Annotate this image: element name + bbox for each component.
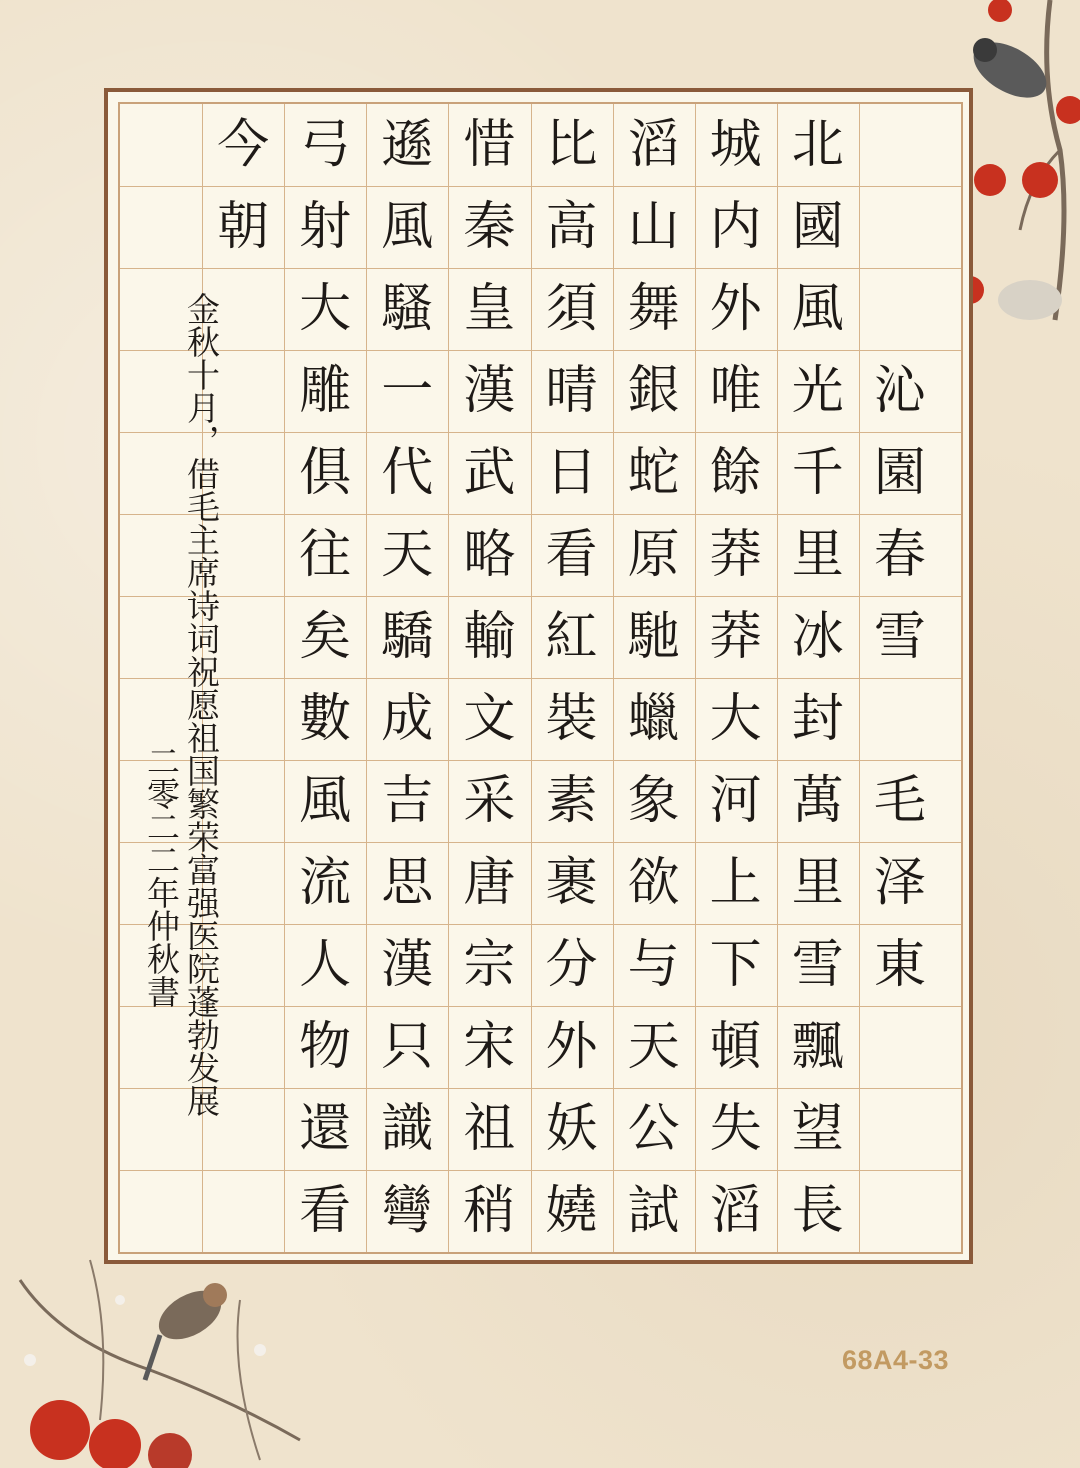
calligraphy-character: 欲 [627,853,680,913]
text-column [859,104,941,1252]
inscription-date: 二零二二年仲秋書 [142,744,181,1008]
text-column [366,104,448,1252]
calligraphy-character: 采 [463,771,516,831]
calligraphy-character: 光 [791,361,844,421]
calligraphy-character [859,268,941,350]
calligraphy-character: 今 [217,115,270,175]
inscription-text: 金秋十月，借毛主席诗词祝愿祖国繁荣富强医院蓬勃发展 [182,292,221,1117]
calligraphy-character: 試 [627,1181,680,1241]
calligraphy-character: 外 [709,279,762,339]
calligraphy-character: 風 [381,197,434,257]
calligraphy-character: 飄 [791,1017,844,1077]
calligraphy-character: 識 [381,1099,434,1159]
calligraphy-character [202,1170,284,1252]
calligraphy-character: 流 [299,853,352,913]
calligraphy-character: 蠟 [627,689,680,749]
calligraphy-character: 下 [709,935,762,995]
calligraphy-character: 象 [627,771,680,831]
calligraphy-character: 稍 [463,1181,516,1241]
calligraphy-character: 天 [627,1017,680,1077]
text-column [777,104,859,1252]
calligraphy-character: 數 [299,689,352,749]
calligraphy-character: 弓 [299,115,352,175]
calligraphy-character: 射 [299,197,352,257]
calligraphy-character: 俱 [299,443,352,503]
calligraphy-character: 雕 [299,361,352,421]
calligraphy-character: 妖 [545,1099,598,1159]
calligraphy-character: 天 [381,525,434,585]
calligraphy-character: 山 [627,197,680,257]
calligraphy-character: 還 [299,1099,352,1159]
calligraphy-character: 只 [381,1017,434,1077]
calligraphy-character: 与 [627,935,680,995]
calligraphy-character: 頓 [709,1017,762,1077]
calligraphy-character: 沁 [873,361,926,421]
calligraphy-character: 素 [545,771,598,831]
calligraphy-character: 武 [463,443,516,503]
calligraphy-character: 公 [627,1099,680,1159]
calligraphy-character: 毛 [873,771,926,831]
calligraphy-paper [104,88,973,1264]
calligraphy-character: 吉 [381,771,434,831]
calligraphy-character: 上 [709,853,762,913]
calligraphy-character: 代 [381,443,434,503]
calligraphy-character: 祖 [463,1099,516,1159]
calligraphy-character: 物 [299,1017,352,1077]
calligraphy-character: 園 [873,443,926,503]
text-column [448,104,530,1252]
calligraphy-character: 高 [545,197,598,257]
calligraphy-character: 晴 [545,361,598,421]
calligraphy-character: 雪 [873,607,926,667]
calligraphy-character: 略 [463,525,516,585]
calligraphy-character: 長 [791,1181,844,1241]
text-column [695,104,777,1252]
calligraphy-character: 蛇 [627,443,680,503]
calligraphy-character: 一 [381,361,434,421]
calligraphy-character: 文 [463,689,516,749]
calligraphy-character: 千 [791,443,844,503]
calligraphy-character: 往 [299,525,352,585]
calligraphy-character: 滔 [627,115,680,175]
calligraphy-character: 彎 [381,1181,434,1241]
calligraphy-character: 雪 [791,935,844,995]
calligraphy-character: 封 [791,689,844,749]
calligraphy-character: 望 [791,1099,844,1159]
calligraphy-character: 成 [381,689,434,749]
calligraphy-character: 馳 [627,607,680,667]
calligraphy-character: 遜 [381,115,434,175]
calligraphy-character: 日 [545,443,598,503]
calligraphy-character: 矣 [299,607,352,667]
calligraphy-character: 唐 [463,853,516,913]
calligraphy-character: 裝 [545,689,598,749]
bird-branch-decoration-bottom [0,1240,380,1468]
calligraphy-character: 漢 [463,361,516,421]
calligraphy-character: 莽 [709,525,762,585]
calligraphy-character: 滔 [709,1181,762,1241]
calligraphy-character: 皇 [463,279,516,339]
calligraphy-character: 里 [791,853,844,913]
calligraphy-character: 嬈 [545,1181,598,1241]
calligraphy-character: 裹 [545,853,598,913]
text-column [531,104,613,1252]
calligraphy-character: 春 [873,525,926,585]
calligraphy-character: 驕 [381,607,434,667]
calligraphy-character: 萬 [791,771,844,831]
calligraphy-character: 餘 [709,443,762,503]
calligraphy-character: 秦 [463,197,516,257]
calligraphy-character: 人 [299,935,352,995]
calligraphy-character: 里 [791,525,844,585]
calligraphy-character: 漢 [381,935,434,995]
calligraphy-character: 大 [299,279,352,339]
calligraphy-character: 大 [709,689,762,749]
calligraphy-character: 泽 [873,853,926,913]
calligraphy-character: 内 [709,197,762,257]
calligraphy-character: 原 [627,525,680,585]
calligraphy-character: 宋 [463,1017,516,1077]
calligraphy-character: 唯 [709,361,762,421]
calligraphy-character: 須 [545,279,598,339]
calligraphy-character: 輸 [463,607,516,667]
calligraphy-character: 朝 [217,197,270,257]
calligraphy-character [859,186,941,268]
calligraphy-character: 紅 [545,607,598,667]
calligraphy-character: 北 [791,115,844,175]
text-column [284,104,366,1252]
calligraphy-character: 河 [709,771,762,831]
calligraphy-character: 風 [791,279,844,339]
calligraphy-character: 東 [873,935,926,995]
calligraphy-character: 看 [545,525,598,585]
calligraphy-character: 銀 [627,361,680,421]
calligraphy-character [859,1170,941,1252]
calligraphy-character [859,1088,941,1170]
writing-grid [118,102,963,1254]
calligraphy-character: 分 [545,935,598,995]
calligraphy-character: 冰 [791,607,844,667]
calligraphy-character [859,678,941,760]
calligraphy-character: 騷 [381,279,434,339]
calligraphy-character: 比 [545,115,598,175]
calligraphy-character: 舞 [627,279,680,339]
calligraphy-character: 思 [381,853,434,913]
calligraphy-character: 國 [791,197,844,257]
calligraphy-character: 莽 [709,607,762,667]
calligraphy-character [859,104,941,186]
product-code: 68A4-33 [842,1345,950,1375]
calligraphy-character: 外 [545,1017,598,1077]
text-column [613,104,695,1252]
calligraphy-character: 失 [709,1099,762,1159]
calligraphy-character: 惜 [463,115,516,175]
calligraphy-character: 風 [299,771,352,831]
calligraphy-character [859,1006,941,1088]
calligraphy-character: 城 [709,115,762,175]
calligraphy-character: 宗 [463,935,516,995]
calligraphy-character: 看 [299,1181,352,1241]
